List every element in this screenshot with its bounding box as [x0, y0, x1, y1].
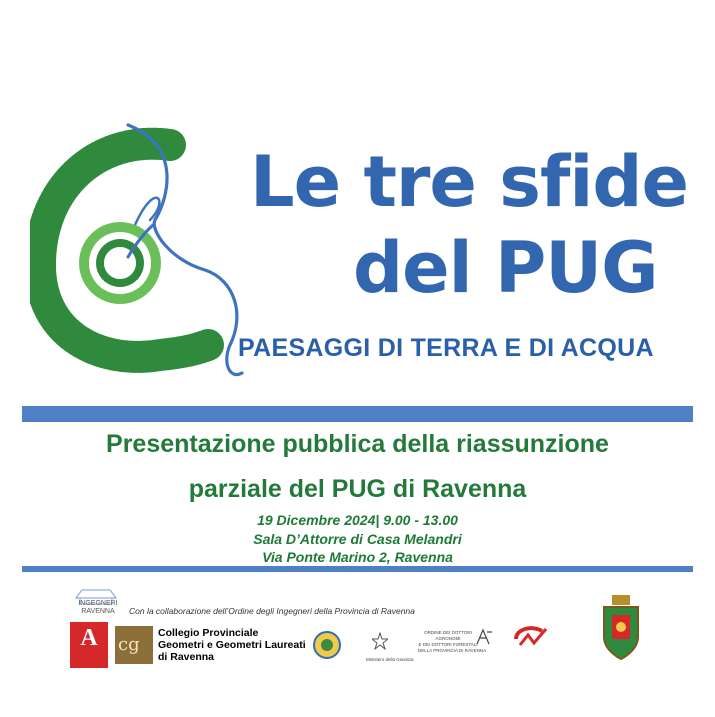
pug-emblem-logo [30, 105, 270, 395]
collaboration-text: Con la collaborazione dell’Ordine degli Ingegneri della Provincia di Ravenna [129, 606, 415, 616]
event-date-time: 19 Dicembre 2024| 9.00 - 13.00 [257, 512, 458, 528]
af-monogram-icon [475, 628, 493, 646]
ministry-text: Ministero della Giustizia [366, 657, 414, 662]
subtitle: PAESAGGI DI TERRA E DI ACQUA [238, 334, 654, 362]
presentation-line-2: parziale del PUG di Ravenna [188, 475, 527, 503]
periti-industriali-logo-icon [512, 623, 552, 653]
main-title-line-2: del PUG [353, 227, 658, 309]
event-venue: Sala D’Attorre di Casa Melandri [253, 531, 462, 547]
cg-monogram-icon: cg [118, 634, 140, 655]
presentation-line-1: Presentazione pubblica della riassunzione [106, 430, 609, 458]
periti-agrari-seal-icon [312, 630, 342, 660]
architetti-a-icon: A [80, 625, 98, 651]
main-title-line-1: Le tre sfide [250, 141, 688, 223]
ravenna-coat-of-arms-icon [596, 593, 646, 663]
italian-republic-emblem-icon [372, 632, 388, 650]
agronomi-text: ORDINE DEI DOTTORI AGRONOMI E DEI DOTTORI FORESTALI DELLA PROVINCIA DI RAVENNA [418, 630, 487, 653]
event-address: Via Ponte Marino 2, Ravenna [262, 549, 453, 565]
ingegneri-logo-text: INGEGNERI RAVENNA [78, 600, 118, 615]
top-divider-bar [22, 406, 693, 422]
collegio-geometri-text: Collegio Provinciale Geometri e Geometri Laureati di Ravenna [158, 627, 306, 663]
bottom-divider-bar [22, 566, 693, 572]
